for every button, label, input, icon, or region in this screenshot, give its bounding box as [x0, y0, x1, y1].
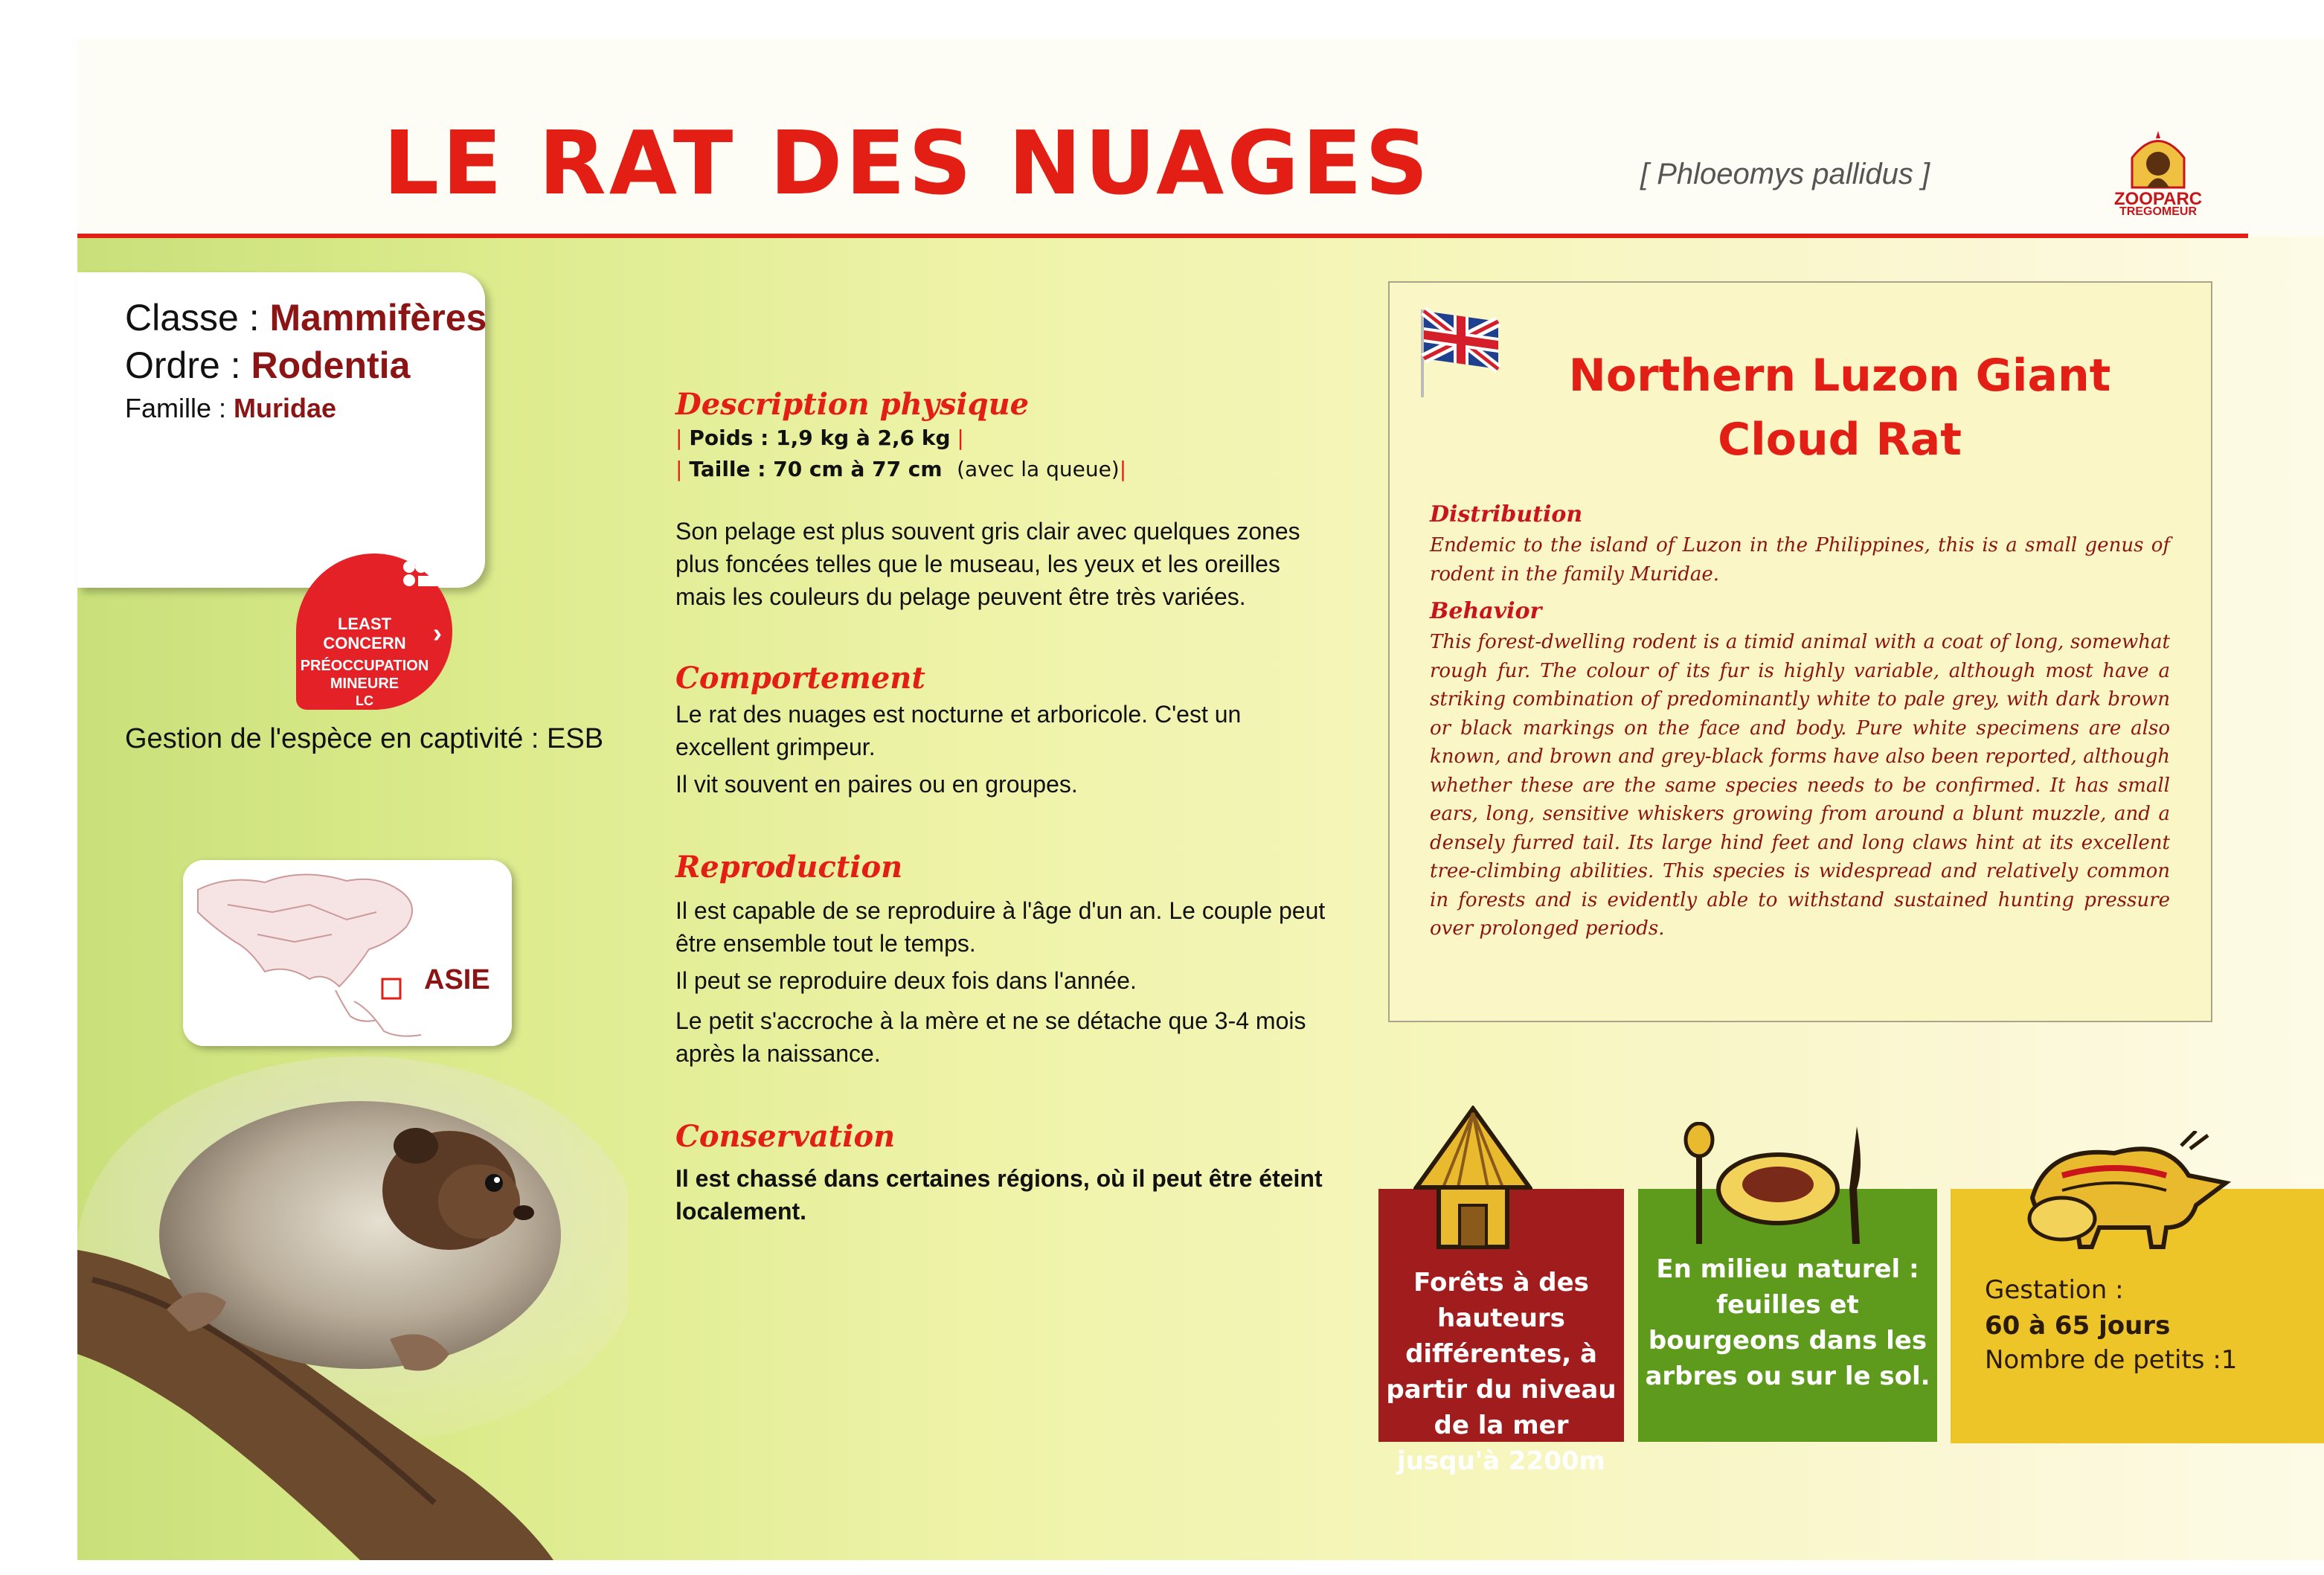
logo-subtitle: TREGOMEUR [2119, 205, 2197, 218]
famille-label: Famille : [125, 393, 234, 423]
conservation-text: Il est chassé dans certaines régions, où il peut être éteint localement. [675, 1165, 1323, 1225]
iucn-line2: CONCERN [323, 634, 406, 652]
english-title-line1: Northern Luzon Giant [1568, 350, 2111, 402]
logo-name: ZOOPARC [2113, 189, 2203, 209]
plate-utensils-icon [1681, 1122, 1875, 1248]
iucn-code: LC [356, 693, 373, 708]
ordre-label: Ordre : [125, 344, 251, 386]
iucn-red-list-icon [402, 559, 446, 589]
spec-weight: | Poids : 1,9 kg à 2,6 kg | [675, 426, 964, 450]
iucn-french-line1: PRÉOCCUPATION [300, 658, 429, 674]
hut-icon [1413, 1106, 1532, 1254]
food-text: En milieu naturel : feuilles et bourgeons dans les arbres ou sur le sol. [1645, 1254, 1930, 1391]
chevron-right-icon: › [433, 618, 442, 648]
famille-line [125, 393, 336, 424]
asia-map-icon [183, 860, 512, 1046]
habitat-text: Forêts à des hauteurs différentes, à partir du niveau de la mer jusqu'à 2200m [1386, 1268, 1617, 1476]
cloud-rat-photo [77, 1056, 628, 1560]
spec-size: | Taille : 70 cm à 77 cm (avec la queue)| [675, 457, 1127, 481]
classe-value: Mammifères [269, 297, 487, 339]
gestation-value: 60 à 65 jours [1985, 1311, 2171, 1341]
ordre-value: Rodentia [251, 344, 411, 386]
reproduction-heading: Reproduction [675, 850, 903, 885]
reproduction-text-3: Le petit s'accroche à la mère et ne se détache que 3-4 mois après la naissance. [675, 1007, 1306, 1067]
classe-label: Classe : [125, 297, 270, 339]
behavior-text-2: Il vit souvent en paires ou en groupes. [675, 771, 1078, 798]
mother-and-baby-icon [2018, 1131, 2233, 1250]
reproduction-text-1: Il est capable de se reproduire à l'âge d'un an. Le couple peut être ensemble tout le temps. [675, 897, 1326, 957]
description-text: Son pelage est plus souvent gris clair avec quelques zones plus foncées telles que le museau, les yeux et les oreilles mais les couleurs du pelage peuvent être très variées. [675, 518, 1300, 610]
size-value: Taille : 70 cm à 77 cm [689, 457, 943, 481]
map-region-label: ASIE [424, 964, 490, 995]
english-title-line2: Cloud Rat [1718, 414, 1962, 466]
iucn-line1: LEAST [337, 615, 392, 633]
size-note: (avec la queue) [957, 457, 1120, 481]
behavior-text-en: This forest-dwelling rodent is a timid animal with a coat of long, somewhat rough fur. The colour of its fur is highly variable, although most have a striking combination of predominantly white to pale grey, with dark brown or black markings on the face and body. Pure white specimens are also known, and brown and grey-black forms have also been reported, although whether these are the same species needs to be confirmed. It has small ears, long, sensitive whiskers growing from around a blunt muzzle, and a densely furred tail. Its large hind feet and long claws hint at its excellent tree-climbing abilities. This species is widespread and relatively common in forests and is evidently able to withstand sustained hunting pressure over prolonged periods. [1430, 631, 2170, 940]
distribution-heading: Distribution [1430, 501, 1583, 527]
ordre-line [125, 344, 410, 387]
captivity-management: Gestion de l'espèce en captivité : ESB [125, 723, 604, 754]
latin-name: [ Phloeomys pallidus ] [1640, 158, 1930, 190]
map-card [183, 860, 512, 1046]
page-title: LE RAT DES NUAGES [383, 112, 1431, 214]
description-heading: Description physique [675, 387, 1030, 422]
behavior-heading-en: Behavior [1430, 598, 1542, 624]
iucn-french-line2: MINEURE [330, 676, 399, 692]
title-divider [77, 234, 2248, 238]
conservation-heading: Conservation [675, 1119, 896, 1154]
behavior-text-1: Le rat des nuages est nocturne et arboricole. C'est un excellent grimpeur. [675, 701, 1242, 760]
gestation-label: Gestation : [1985, 1275, 2124, 1305]
reproduction-text-2: Il peut se reproduire deux fois dans l'année. [675, 967, 1137, 994]
litter-size: Nombre de petits :1 [1985, 1345, 2238, 1375]
famille-value: Muridae [234, 393, 337, 423]
classe-line [125, 296, 487, 339]
weight-value: Poids : 1,9 kg à 2,6 kg [689, 426, 951, 450]
distribution-text: Endemic to the island of Luzon in the Philippines, this is a small genus of rodent in the family Muridae. [1430, 534, 2170, 586]
behavior-heading-fr: Comportement [675, 661, 925, 696]
